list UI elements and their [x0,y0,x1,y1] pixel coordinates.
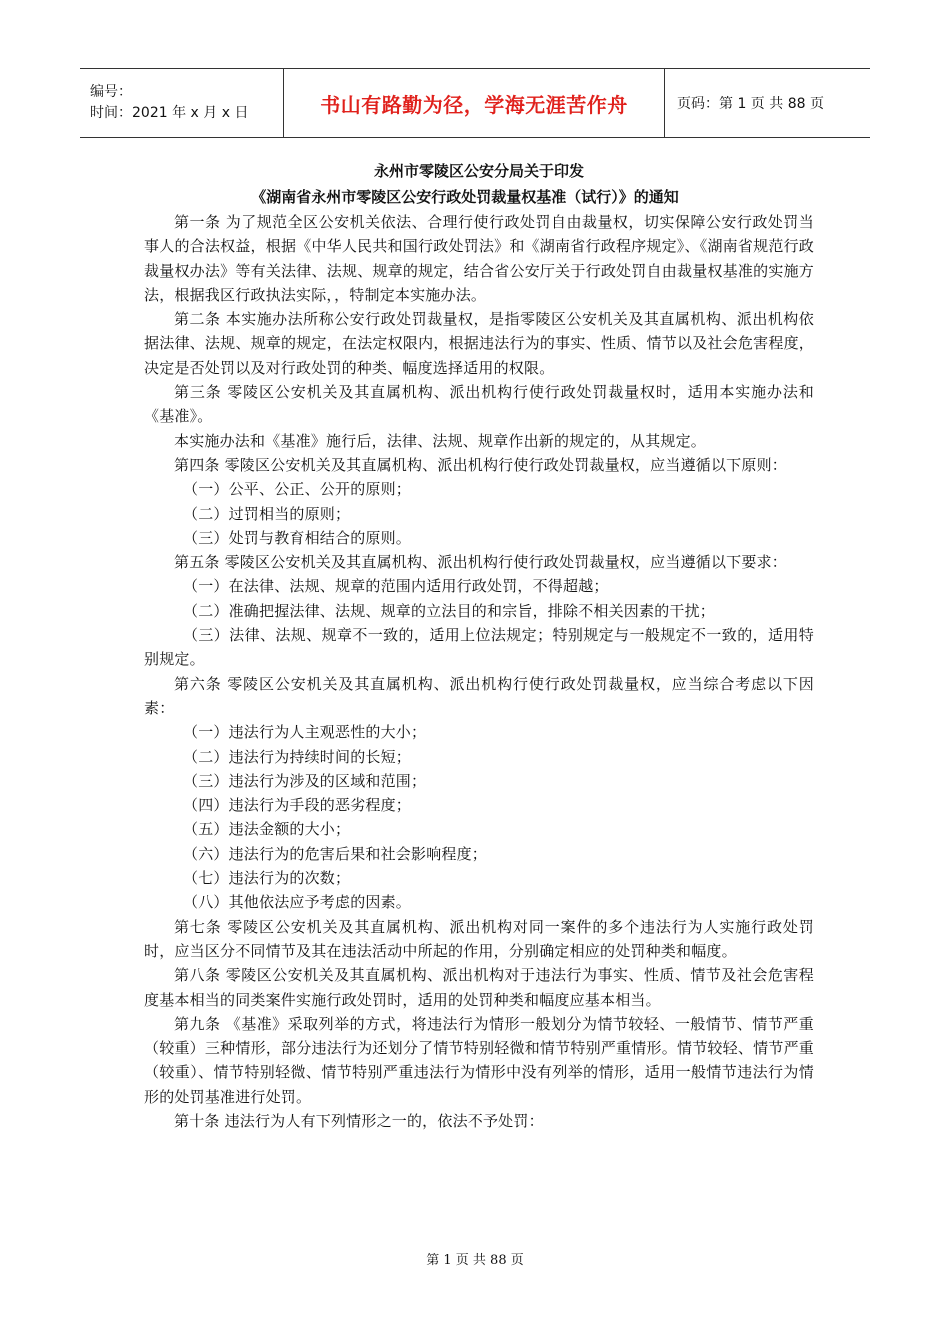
document-header [80,68,870,138]
number-label: 编号： [90,84,132,100]
paragraph: 本实施办法和《基准》施行后，法律、法规、规章作出新的规定的，从其规定。 [174,431,707,450]
list-item: （六）违法行为的危害后果和社会影响程度； [183,844,488,863]
list-item: （二）过罚相当的原则； [183,504,351,523]
list-item: （三）法律、法规、规章不一致的，适用上位法规定；特别规定与一般规定不一致的，适用特别规定。 [144,626,814,669]
list-item: （二）准确把握法律、法规、规章的立法目的和宗旨，排除不相关因素的干扰； [183,601,716,620]
list-item: （一）在法律、法规、规章的范围内适用行政处罚，不得超越； [183,577,609,596]
list-item: （五）违法金额的大小； [183,820,351,839]
paragraph: 第六条 零陵区公安机关及其直属机构、派出机构行使行政处罚裁量权，应当综合考虑以下因素： [144,674,814,717]
paragraph: 第一条 为了规范全区公安机关依法、合理行使行政处罚自由裁量权，切实保障公安行政处罚当事人的合法权益，根据《中华人民共和国行政处罚法》和《湖南省行政程序规定》、《湖南省规范行政裁量权办法》等有关法律、法规、规章的规定，结合省公安厅关于行政处罚自由裁量权基准的实施方法，根据我区行政执法实际，，特制定本实施办法。 [144,213,814,304]
document-body [144,158,814,1133]
list-item: （一）公平、公正、公开的原则； [183,480,412,499]
page-footer: 第 1 页 共 88 页 [426,1253,524,1268]
list-item: （四）违法行为手段的恶劣程度； [183,796,412,815]
list-item: （一）违法行为人主观恶性的大小； [183,723,427,742]
paragraph: 第九条 《基准》采取列举的方式，将违法行为情形一般划分为情节较轻、一般情节、情节严重（较重）三种情形，部分违法行为还划分了情节特别轻微和情节特别严重情形。情节较轻、情节严重（较重）、情节特别轻微、情节特别严重违法行为情形中没有列举的情形，适用一般情节违法行为情形的处罚基准进行处罚。 [144,1014,814,1106]
paragraph: 第五条 零陵区公安机关及其直属机构、派出机构行使行政处罚裁量权，应当遵循以下要求： [174,553,787,572]
page-info: 页码：第 1 页 共 88 页 [677,96,824,112]
list-item: （八）其他依法应予考虑的因素。 [183,893,412,912]
paragraph: 第三条 零陵区公安机关及其直属机构、派出机构行使行政处罚裁量权时，适用本实施办法和《基准》。 [144,383,814,426]
document-content [144,210,814,1133]
paragraph: 第八条 零陵区公安机关及其直属机构、派出机构对于违法行为事实、性质、情节及社会危害程度基本相当的同类案件实施行政处罚时，适用的处罚种类和幅度应基本相当。 [144,966,814,1009]
list-item: （二）违法行为持续时间的长短； [183,747,412,766]
header-meta [80,69,284,137]
title-line-2: 《湖南省永州市零陵区公安行政处罚裁量权基准（试行）》的通知 [251,188,679,206]
time-label: 时间：2021 年 x 月 x 日 [90,105,249,121]
paragraph: 第二条 本实施办法所称公安行政处罚裁量权，是指零陵区公安机关及其直属机构、派出机构依据法律、法规、规章的规定，在法定权限内，根据违法行为的事实、性质、情节以及社会危害程度，决定是否处罚以及对行政处罚的种类、幅度选择适用的权限。 [144,310,814,377]
motto-text: 书山有路勤为径，学海无涯苦作舟 [320,92,628,117]
list-item: （三）处罚与教育相结合的原则。 [183,528,412,547]
header-page-cell [665,69,870,137]
header-motto-cell [284,69,665,137]
paragraph: 第七条 零陵区公安机关及其直属机构、派出机构对同一案件的多个违法行为人实施行政处罚时，应当区分不同情节及其在违法活动中所起的作用，分别确定相应的处罚种类和幅度。 [144,917,814,960]
list-item: （三）违法行为涉及的区域和范围； [183,771,427,790]
paragraph: 第四条 零陵区公安机关及其直属机构、派出机构行使行政处罚裁量权，应当遵循以下原则： [174,455,787,474]
document-title [144,158,814,210]
title-line-1: 永州市零陵区公安分局关于印发 [373,162,584,180]
list-item: （七）违法行为的次数； [183,869,351,888]
paragraph: 第十条 违法行为人有下列情形之一的，依法不予处罚： [174,1111,544,1130]
